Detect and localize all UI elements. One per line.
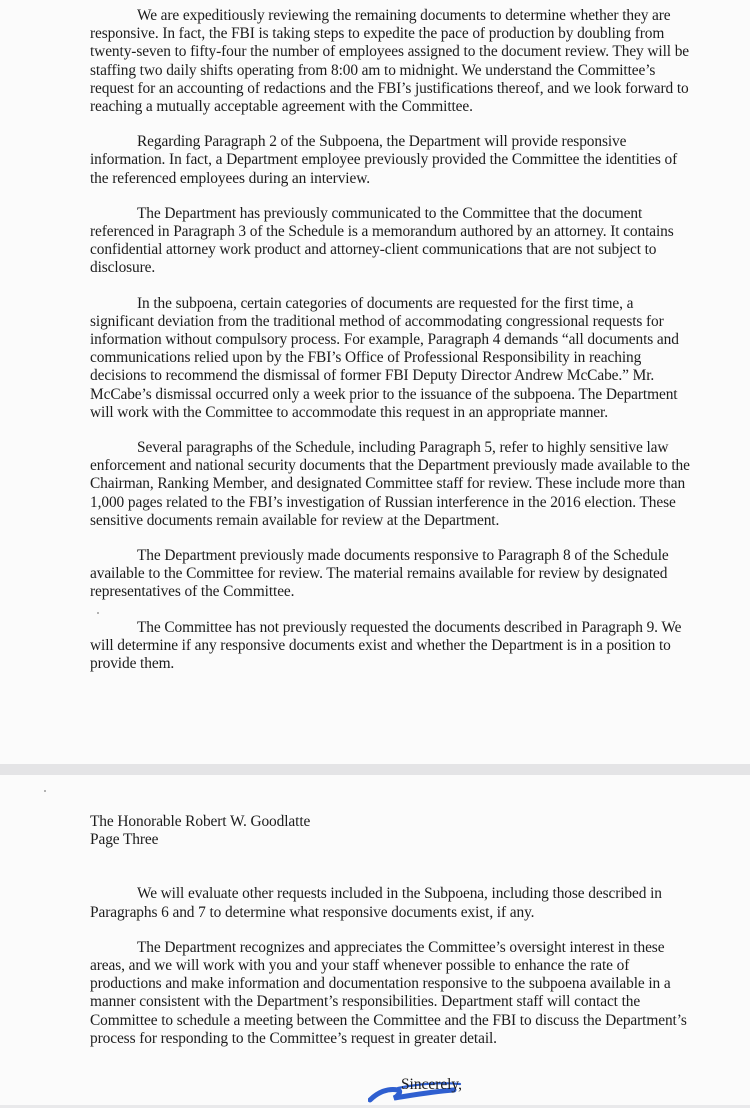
page-number-label: Page Three xyxy=(90,831,159,849)
paragraph-review-status: We are expeditiously reviewing the remaining documents to determine whether they are responsive. In fact, the FBI is taking steps to expedite the pace of production by doubling from twenty-seven to fifty-four the number of employees assigned to the document review. They will be staffing two daily shifts operating from 8:00 am to midnight. We understand the Committee’s request for an accounting of redactions and the FBI’s justifications thereof, and we look forward to reaching a mutually acceptable agreement with the Committee. xyxy=(90,7,690,116)
closing-salutation: Sincerely, xyxy=(401,1076,462,1093)
paragraph-sensitive-documents: Several paragraphs of the Schedule, including Paragraph 5, refer to highly sensitive law enforcement and national security documents that the Department previously made available to the Chairman, Ranking Member, and designated Committee staff for review. These include more than 1,000 pages related to the FBI’s investigation of Russian interference in the 2016 election. These sensitive documents remain available for review at the Department. xyxy=(90,439,690,529)
recipient-name: The Honorable Robert W. Goodlatte xyxy=(90,813,311,830)
page-2-body xyxy=(90,813,690,1065)
document-page-2 xyxy=(0,775,750,1105)
paragraph-oversight-interest: The Department recognizes and appreciates the Committee’s oversight interest in these areas, and we will work with you and your staff whenever possible to enhance the rate of productions and make information and documentation responsive to the subpoena available in a manner consistent with the Department’s responsibilities. Department staff will contact the Committee to schedule a meeting between the Committee and the FBI to discuss the Department’s process for responding to the Committee’s request in greater detail. xyxy=(90,938,687,1047)
paragraph-other-requests: We will evaluate other requests included in the Subpoena, including those described in Paragraphs 6 and 7 to determine what responsive documents exist, if any. xyxy=(90,885,662,921)
scan-speck xyxy=(44,790,46,792)
paragraph-schedule-paragraph-3: The Department has previously communicated to the Committee that the document referenced in Paragraph 3 of the Schedule is a memorandum authored by an attorney. It contains confidential attorney work product and attorney-client communications that are not subject to disclosure. xyxy=(90,204,674,277)
paragraph-subpoena-paragraph-2: Regarding Paragraph 2 of the Subpoena, the Department will provide responsive information. In fact, a Department employee previously provided the Committee the identities of the referenced employees during an interview. xyxy=(90,133,678,187)
letter-header xyxy=(90,813,690,849)
paragraph-new-categories: In the subpoena, certain categories of documents are requested for the first time, a significant deviation from the traditional method of accommodating congressional requests for information without compulsory process. For example, Paragraph 4 demands “all documents and communications relied upon by the FBI’s Office of Professional Responsibility in reaching decisions to recommend the dismissal of former FBI Deputy Director Andrew McCabe.” Mr. McCabe’s dismissal occurred only a week prior to the issuance of the subpoena. The Department will work with the Committee to accommodate this request in an appropriate manner. xyxy=(90,294,679,421)
signature-block xyxy=(368,1078,488,1108)
page-separator xyxy=(0,764,750,775)
page-1-body xyxy=(90,7,690,690)
paragraph-schedule-paragraph-8: The Department previously made documents responsive to Paragraph 8 of the Schedule available to the Committee for review. The material remains available for review by designated representatives of the Committee. xyxy=(90,547,669,601)
paragraph-schedule-paragraph-9: The Committee has not previously requested the documents described in Paragraph 9. We will determine if any responsive documents exist and whether the Department is in a position to provide them. xyxy=(90,618,682,673)
